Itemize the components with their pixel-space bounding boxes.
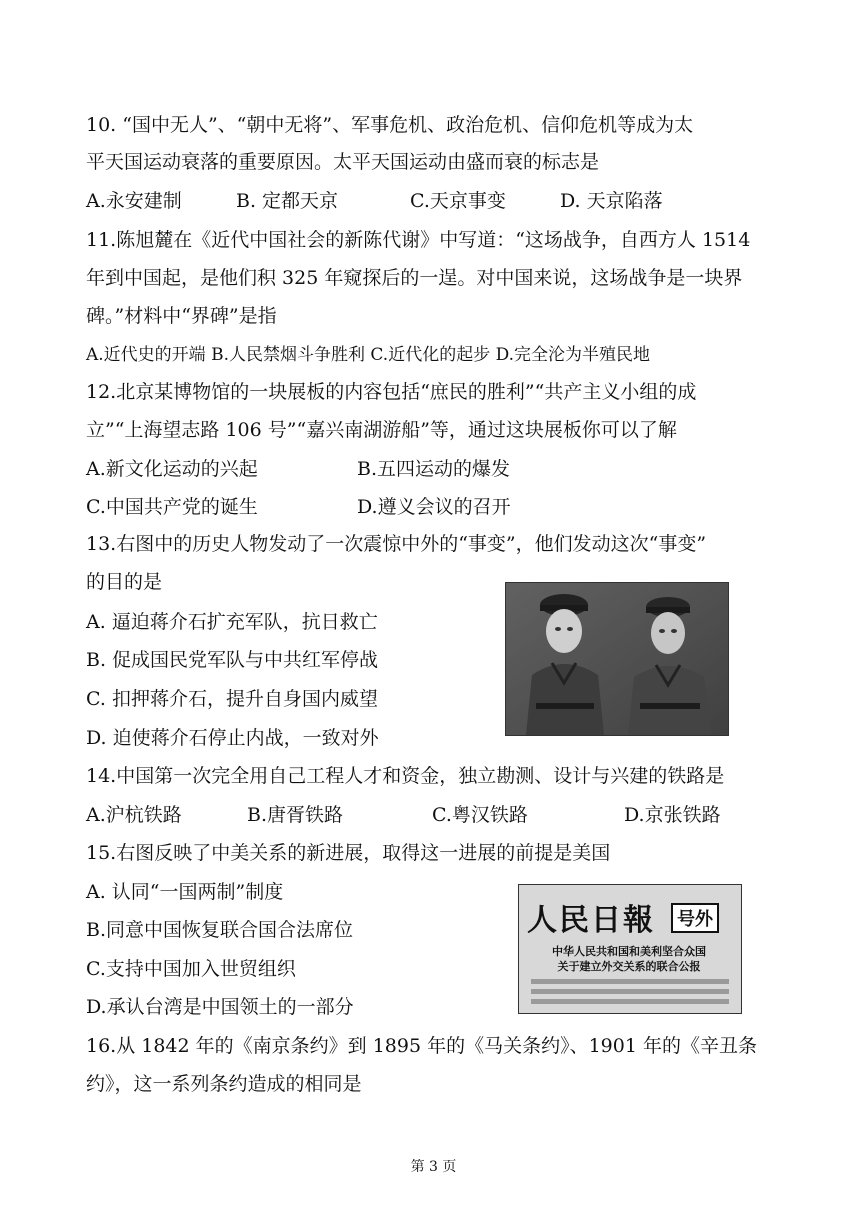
- q14-option-a: A.沪杭铁路: [86, 804, 182, 826]
- q12-option-b: B.五四运动的爆发: [357, 458, 511, 480]
- q10-option-a: A.永安建制: [86, 190, 182, 212]
- q11-options: A.近代史的开端 B.人民禁烟斗争胜利 C.近代化的起步 D.完全沦为半殖民地: [86, 345, 651, 365]
- newspaper-body-text: [531, 979, 729, 984]
- q12-option-c: C.中国共产党的诞生: [86, 496, 258, 518]
- newspaper-body-text: [531, 989, 729, 994]
- q16-stem-line2: 约》，这一系列条约造成的相同是: [86, 1073, 362, 1095]
- q12-option-d: D.遵义会议的召开: [357, 496, 511, 518]
- historical-photo: [505, 582, 729, 736]
- q15-stem-line1: 15.右图反映了中美关系的新进展，取得这一进展的前提是美国: [86, 842, 611, 864]
- newspaper-body-text: [531, 999, 729, 1004]
- page-number: 第 3 页: [410, 1159, 457, 1175]
- q13-stem-line2: 的目的是: [86, 571, 163, 593]
- q13-option-a: A. 逼迫蒋介石扩充军队，抗日救亡: [86, 611, 378, 633]
- q15-option-b: B.同意中国恢复联合国合法席位: [86, 919, 354, 941]
- two-officers-photo-illustration: [506, 583, 728, 735]
- q10-option-b: B. 定都天京: [236, 190, 339, 212]
- q10-stem-line2: 平天国运动衰落的重要原因。太平天国运动由盛而衰的标志是: [86, 151, 600, 173]
- q14-stem-line1: 14.中国第一次完全用自己工程人才和资金，独立勘测、设计与兴建的铁路是: [86, 765, 725, 787]
- q13-stem-line1: 13.右图中的历史人物发动了一次震惊中外的“事变”，他们发动这次“事变”: [86, 533, 707, 555]
- newspaper-image: [518, 884, 742, 1014]
- newspaper-headline-2: 关于建立外交关系的联合公报: [557, 960, 701, 973]
- q13-option-c: C. 扣押蒋介石，提升自身国内威望: [86, 688, 378, 710]
- q12-stem-line2: 立”“上海望志路 106 号”“嘉兴南湖游船”等，通过这块展板你可以了解: [86, 419, 677, 441]
- q10-option-c: C.天京事变: [410, 190, 506, 212]
- q12-stem-line1: 12.北京某博物馆的一块展板的内容包括“庶民的胜利”“共产主义小组的成: [86, 381, 697, 403]
- q13-option-b: B. 促成国民党军队与中共红军停战: [86, 649, 379, 671]
- q16-stem-line1: 16.从 1842 年的《南京条约》到 1895 年的《马关条约》、1901 年的《辛丑条: [86, 1035, 757, 1057]
- q14-option-b: B.唐胥铁路: [247, 804, 344, 826]
- q13-option-d: D. 迫使蒋介石停止内战，一致对外: [86, 727, 379, 749]
- newspaper-masthead: 人民日報: [527, 903, 655, 938]
- q10-option-d: D. 天京陷落: [560, 190, 663, 212]
- q11-stem-line3: 碑。”材料中“界碑”是指: [86, 305, 277, 327]
- q15-option-d: D.承认台湾是中国领土的一部分: [86, 996, 354, 1018]
- q15-option-a: A. 认同“一国两制”制度: [86, 881, 284, 903]
- q14-option-d: D.京张铁路: [624, 804, 721, 826]
- newspaper-headline-1: 中华人民共和国和美利坚合众国: [552, 945, 706, 958]
- q11-stem-line2: 年到中国起，是他们积 325 年窥探后的一逞。对中国来说，这场战争是一块界: [86, 267, 743, 289]
- q15-option-c: C.支持中国加入世贸组织: [86, 958, 296, 980]
- newspaper-extra-badge: 号外: [671, 903, 719, 933]
- q11-stem-line1: 11.陈旭麓在《近代中国社会的新陈代谢》中写道：“这场战争，自西方人 1514: [86, 229, 751, 251]
- q10-stem-line1: 10. “国中无人”、“朝中无将”、军事危机、政治危机、信仰危机等成为太: [86, 114, 694, 136]
- q12-option-a: A.新文化运动的兴起: [86, 458, 258, 480]
- q14-option-c: C.粤汉铁路: [432, 804, 528, 826]
